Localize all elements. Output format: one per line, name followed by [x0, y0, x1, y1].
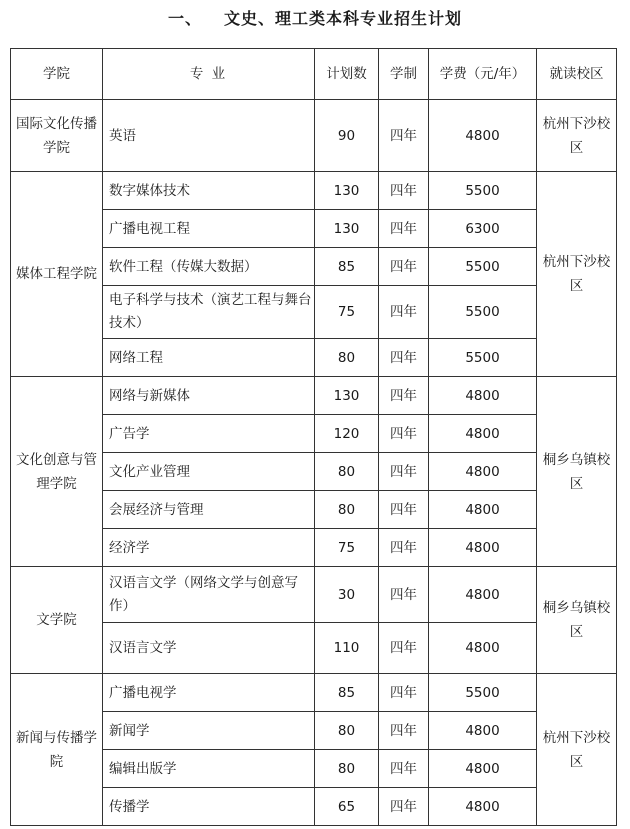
- college-cell: [11, 567, 103, 674]
- duration-cell: 四年: [379, 415, 429, 453]
- title-text: 文史、理工类本科专业招生计划: [224, 9, 463, 28]
- quota-cell: 80: [315, 453, 379, 491]
- header-major: 专 业: [103, 49, 315, 100]
- campus-name: 杭州下沙校区: [542, 115, 611, 156]
- college-cell: [11, 100, 103, 172]
- tuition-cell: 4800: [429, 529, 537, 567]
- header-college: 学院: [11, 49, 103, 100]
- major-cell: 广播电视学: [103, 674, 315, 712]
- duration-cell: 四年: [379, 788, 429, 826]
- table-row: [11, 567, 617, 623]
- campus-name: 桐乡乌镇校区: [542, 600, 611, 640]
- quota-cell: 80: [315, 491, 379, 529]
- major-cell: 网络工程: [103, 339, 315, 377]
- quota-cell: 85: [315, 248, 379, 286]
- duration-cell: 四年: [379, 453, 429, 491]
- campus-cell: [537, 567, 617, 674]
- tuition-cell: 5500: [429, 286, 537, 339]
- tuition-cell: 4800: [429, 712, 537, 750]
- major-cell: 电子科学与技术（演艺工程与舞台技术）: [103, 286, 315, 339]
- quota-cell: 130: [315, 172, 379, 210]
- header-campus: 就读校区: [537, 49, 617, 100]
- major-cell: 会展经济与管理: [103, 491, 315, 529]
- campus-cell: [537, 674, 617, 826]
- quota-cell: 130: [315, 377, 379, 415]
- major-cell: 传播学: [103, 788, 315, 826]
- table-row: [11, 172, 617, 210]
- duration-cell: 四年: [379, 674, 429, 712]
- major-cell: 文化产业管理: [103, 453, 315, 491]
- tuition-cell: 4800: [429, 415, 537, 453]
- quota-cell: 90: [315, 100, 379, 172]
- tuition-cell: 5500: [429, 172, 537, 210]
- duration-cell: 四年: [379, 529, 429, 567]
- header-quota: 计划数: [315, 49, 379, 100]
- quota-cell: 80: [315, 712, 379, 750]
- duration-cell: 四年: [379, 100, 429, 172]
- college-name: 文化创意与管理学院: [16, 451, 97, 492]
- duration-cell: 四年: [379, 377, 429, 415]
- tuition-cell: 4800: [429, 750, 537, 788]
- campus-cell: [537, 172, 617, 377]
- quota-cell: 75: [315, 529, 379, 567]
- tuition-cell: 4800: [429, 377, 537, 415]
- duration-cell: 四年: [379, 248, 429, 286]
- college-name: 新闻与传播学院: [16, 729, 97, 770]
- quota-cell: 80: [315, 750, 379, 788]
- major-cell: 新闻学: [103, 712, 315, 750]
- tuition-cell: 4800: [429, 491, 537, 529]
- campus-name: 桐乡乌镇校区: [542, 451, 611, 492]
- quota-cell: 130: [315, 210, 379, 248]
- campus-cell: [537, 100, 617, 172]
- table-row: [11, 100, 617, 172]
- duration-cell: 四年: [379, 286, 429, 339]
- duration-cell: 四年: [379, 172, 429, 210]
- college-name: 媒体工程学院: [16, 266, 97, 282]
- duration-cell: 四年: [379, 567, 429, 623]
- major-cell: 汉语言文学（网络文学与创意写作）: [103, 567, 315, 623]
- quota-cell: 110: [315, 623, 379, 674]
- table-row: [11, 377, 617, 415]
- tuition-cell: 4800: [429, 100, 537, 172]
- duration-cell: 四年: [379, 339, 429, 377]
- campus-name: 杭州下沙校区: [542, 729, 611, 770]
- tuition-cell: 4800: [429, 623, 537, 674]
- quota-cell: 30: [315, 567, 379, 623]
- major-cell: 编辑出版学: [103, 750, 315, 788]
- college-cell: [11, 377, 103, 567]
- quota-cell: 120: [315, 415, 379, 453]
- tuition-cell: 4800: [429, 453, 537, 491]
- tuition-cell: 4800: [429, 567, 537, 623]
- campus-cell: [537, 377, 617, 567]
- tuition-cell: 5500: [429, 248, 537, 286]
- major-cell: 数字媒体技术: [103, 172, 315, 210]
- major-cell: 软件工程（传媒大数据）: [103, 248, 315, 286]
- tuition-cell: 5500: [429, 674, 537, 712]
- tuition-cell: 4800: [429, 788, 537, 826]
- quota-cell: 75: [315, 286, 379, 339]
- major-cell: 汉语言文学: [103, 623, 315, 674]
- college-name: 文学院: [36, 612, 77, 628]
- duration-cell: 四年: [379, 623, 429, 674]
- quota-cell: 80: [315, 339, 379, 377]
- campus-name: 杭州下沙校区: [542, 254, 611, 294]
- table-row: [11, 674, 617, 712]
- major-cell: 网络与新媒体: [103, 377, 315, 415]
- header-tuition: 学费（元/年）: [429, 49, 537, 100]
- enrollment-plan-table: [10, 48, 617, 826]
- major-cell: 广播电视工程: [103, 210, 315, 248]
- duration-cell: 四年: [379, 491, 429, 529]
- duration-cell: 四年: [379, 712, 429, 750]
- college-cell: [11, 674, 103, 826]
- duration-cell: 四年: [379, 210, 429, 248]
- tuition-cell: 5500: [429, 339, 537, 377]
- page-title: [0, 6, 630, 29]
- title-number: 一、: [167, 9, 202, 28]
- header-row: [11, 49, 617, 100]
- duration-cell: 四年: [379, 750, 429, 788]
- quota-cell: 85: [315, 674, 379, 712]
- tuition-cell: 6300: [429, 210, 537, 248]
- college-cell: [11, 172, 103, 377]
- major-cell: 英语: [103, 100, 315, 172]
- college-name: 国际文化传播学院: [16, 115, 97, 156]
- header-duration: 学制: [379, 49, 429, 100]
- major-cell: 广告学: [103, 415, 315, 453]
- major-cell: 经济学: [103, 529, 315, 567]
- quota-cell: 65: [315, 788, 379, 826]
